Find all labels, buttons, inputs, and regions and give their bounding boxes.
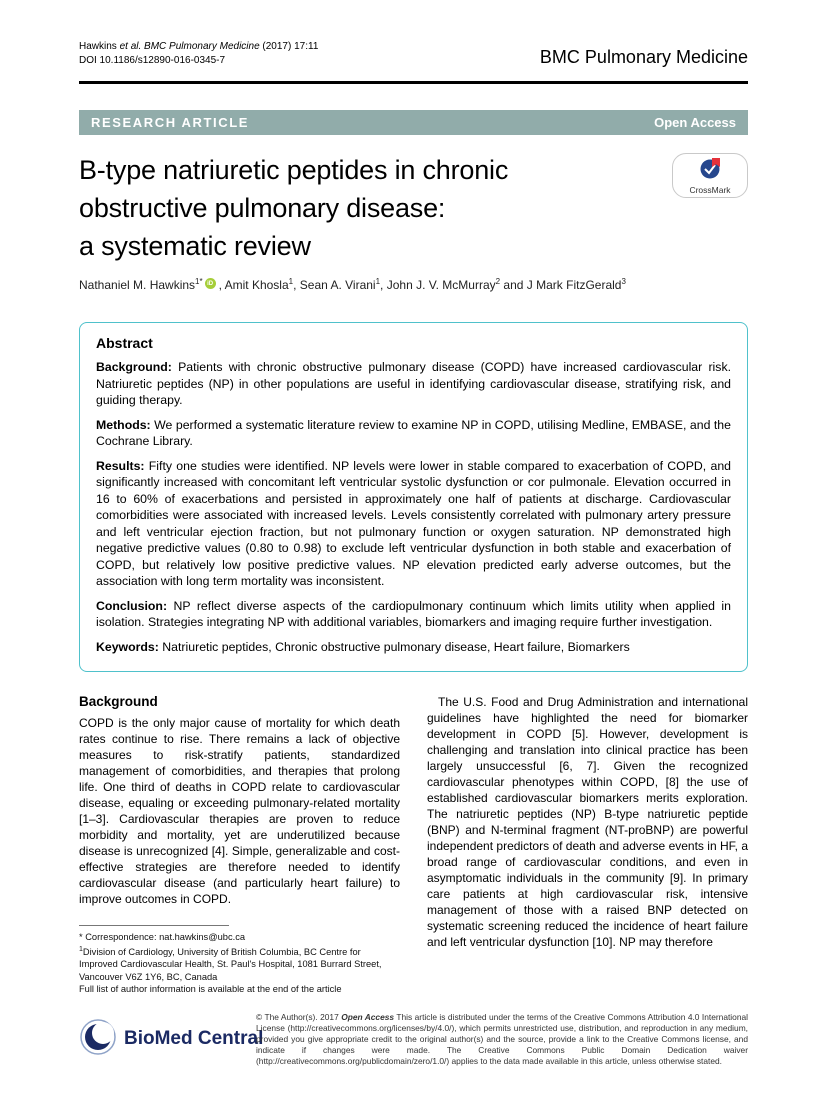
- abstract-section-text: NP reflect diverse aspects of the cardiopulmonary continuum which limits utility when applied in isolation. Strategies integrating NP with additional variables, biomarkers and imaging require further investigation.: [96, 598, 731, 629]
- article-title: [79, 151, 508, 265]
- citation-authors: Hawkins: [79, 41, 120, 52]
- author-affiliation-sup: 1: [288, 277, 294, 286]
- body-columns: [79, 694, 748, 996]
- logo-text-central: Central: [192, 1028, 264, 1050]
- title-line-3: a systematic review: [79, 231, 311, 261]
- keywords-text: Natriuretic peptides, Chronic obstructive pulmonary disease, Heart failure, Biomarkers: [162, 639, 630, 654]
- license-open-access: Open Access: [341, 1011, 395, 1022]
- abstract-section-text: We performed a systematic literature review to examine NP in COPD, utilising Medline, EMBASE, and the Cochrane Library.: [96, 417, 731, 448]
- authors-line: [79, 277, 748, 292]
- abstract-section-text: Patients with chronic obstructive pulmonary disease (COPD) have increased cardiovascular risk. Natriuretic peptides (NP) in other populations are useful in identifying cardiovascular disease, stratifying risk, and guiding therapy.: [96, 360, 732, 407]
- crossmark-icon: [699, 166, 721, 183]
- citation-journal-italic: et al. BMC Pulmonary Medicine: [119, 41, 260, 52]
- abstract-section-text: Fifty one studies were identified. NP levels were lower in stable compared to exacerbation of COPD, and significantly increased with concomitant left ventricular systolic dysfunction or cor pulmonale. Elevation occurred in 16 to 60% of exacerbations and persisted in approximately one half of patients at discharge. Cardiovascular comorbidities were associated with increased levels. Levels consistently correlated with pulmonary artery pressure and left ventricular ejection fraction, but not pulmonary function or oxygen saturation. NP demonstrated high negative predictive values (0.80 to 0.98) to exclude left ventricular dysfunction in both stable and exacerbation of COPD, but relatively low positive predictive values. NP elevation predicted early adverse outcomes, but the association with long term mortality was inconsistent.: [96, 458, 731, 588]
- correspondence-email-link[interactable]: nat.hawkins@ubc.ca: [159, 932, 246, 942]
- abstract-section-label: Background:: [96, 360, 172, 374]
- author-name: , John J. V. McMurray: [380, 278, 496, 292]
- abstract-background: [96, 359, 731, 409]
- article-type-banner: [79, 110, 748, 135]
- logo-text-biomed: BioMed: [124, 1028, 193, 1050]
- author-name: , Sean A. Virani: [293, 278, 376, 292]
- footer: [79, 1012, 748, 1067]
- author-name: Nathaniel M. Hawkins: [79, 278, 196, 292]
- footnotes: [79, 925, 400, 996]
- affiliation-line: [79, 944, 400, 984]
- license-body: This article is distributed under the terms of the Creative Commons Attribution 4.0 International License (http://creativecommons.org/licenses/by/4.0/), which permits unrestricted use, distribution, and reproduction in any medium, provided you give appropriate credit to the original author(s) and the source, provide a link to the Creative Commons license, and indicate if changes were made. The Creative Commons Public Domain Dedication waiver (http://creativecommons.org/publicdomain/zero/1.0/) applies to the data made available in this article, unless otherwise stated.: [256, 1011, 749, 1066]
- left-column: [79, 694, 400, 996]
- license-text: [256, 1012, 748, 1067]
- author-affiliation-sup: 3: [621, 277, 626, 286]
- header: [79, 40, 748, 68]
- left-column-body: [79, 694, 400, 907]
- footnote-divider: [79, 925, 229, 926]
- author-affiliation-sup: 1: [375, 277, 381, 286]
- abstract-keywords: [96, 639, 731, 656]
- journal-name: BMC Pulmonary Medicine: [539, 47, 748, 67]
- abstract-section-label: Results:: [96, 458, 145, 473]
- orcid-icon[interactable]: iD: [205, 278, 216, 289]
- author-name: , Amit Khosla: [218, 278, 289, 292]
- article-type-label: RESEARCH ARTICLE: [91, 115, 250, 130]
- full-author-list-note: Full list of author information is available at the end of the article: [79, 984, 342, 995]
- citation-block: [79, 40, 318, 68]
- abstract-box: [79, 322, 748, 672]
- body-paragraph-right: The U.S. Food and Drug Administration and international guidelines have highlighted the need for biomarker development in COPD [5]. However, development is challenging and translation into clinical practice has been largely unsuccessful [6, 7]. Given the recognized cardiovascular phenotypes within COPD, [8] the use of established cardiovascular biomarkers merits exploration. The natriuretic peptides (NP) B-type natriuretic peptide (BNP) and N-terminal fragment (NT-proBNP) are powerful independent predictors of death and adverse events in HF, a broad range of cardiovascular conditions, and even in asymptomatic individuals in the community [9]. In primary care patients at high cardiovascular risk, intensive management of those with a raised BNP detected on systematic screening reduced the incidence of heart failure and left ventricular dysfunction [10]. NP may therefore: [427, 695, 748, 949]
- abstract-heading: Abstract: [96, 335, 153, 351]
- title-line-2: obstructive pulmonary disease:: [79, 193, 446, 223]
- abstract-section-label: Methods:: [96, 417, 151, 432]
- abstract-results: [96, 458, 731, 590]
- abstract-conclusion: [96, 598, 731, 631]
- open-access-label: Open Access: [654, 115, 736, 130]
- abstract-section-label: Conclusion:: [96, 598, 168, 613]
- body-paragraph-left: COPD is the only major cause of mortality for which death rates continue to rise. There remains a lack of objective measures to risk-stratify patients, standardized management of comorbidities, and therapies that prolong life. One third of deaths in COPD relate to cardiovascular disease, equaling or exceeding pulmonary-related mortality [1–3]. Cardiovascular therapies are proven to reduce morbidity and mortality, yet are underutilized because disease is unrecognized [4]. Simple, generalizable and cost-effective strategies are therefore needed to identify cardiovascular disease (and particularly heart failure) to improve outcomes in COPD.: [79, 716, 400, 906]
- header-rule: [79, 81, 748, 84]
- license-prefix: © The Author(s). 2017: [256, 1011, 342, 1022]
- author-name: and J Mark FitzGerald: [500, 278, 622, 292]
- doi-line: DOI 10.1186/s12890-016-0345-7: [79, 55, 226, 66]
- affiliation-text: Division of Cardiology, University of British Columbia, BC Centre for Improved Cardiovascular Health, St. Paul's Hospital, 1081 Burrard Street, Vancouver V6Z 1Y6, BC, Canada: [79, 946, 382, 982]
- correspondence-line: [79, 931, 400, 944]
- crossmark-label: CrossMark: [689, 185, 731, 195]
- author-affiliation-sup: 1*: [195, 277, 203, 286]
- keywords-label: Keywords:: [96, 639, 159, 654]
- biomed-central-logo: [79, 1018, 264, 1061]
- citation-issue: (2017) 17:11: [259, 41, 319, 52]
- abstract-methods: [96, 417, 731, 450]
- title-line-1: B-type natriuretic peptides in chronic: [79, 155, 509, 185]
- biomed-central-wordmark: [124, 1028, 263, 1050]
- citation-line: [79, 40, 318, 54]
- author-affiliation-sup: 2: [495, 277, 501, 286]
- crossmark-badge[interactable]: [672, 153, 748, 198]
- biomed-central-logo-icon: [79, 1018, 117, 1061]
- right-column: [427, 694, 748, 996]
- section-heading-background: Background: [79, 694, 158, 709]
- correspondence-label: * Correspondence:: [79, 932, 160, 942]
- affiliation-sup: 1: [79, 945, 83, 953]
- title-row: [79, 151, 748, 265]
